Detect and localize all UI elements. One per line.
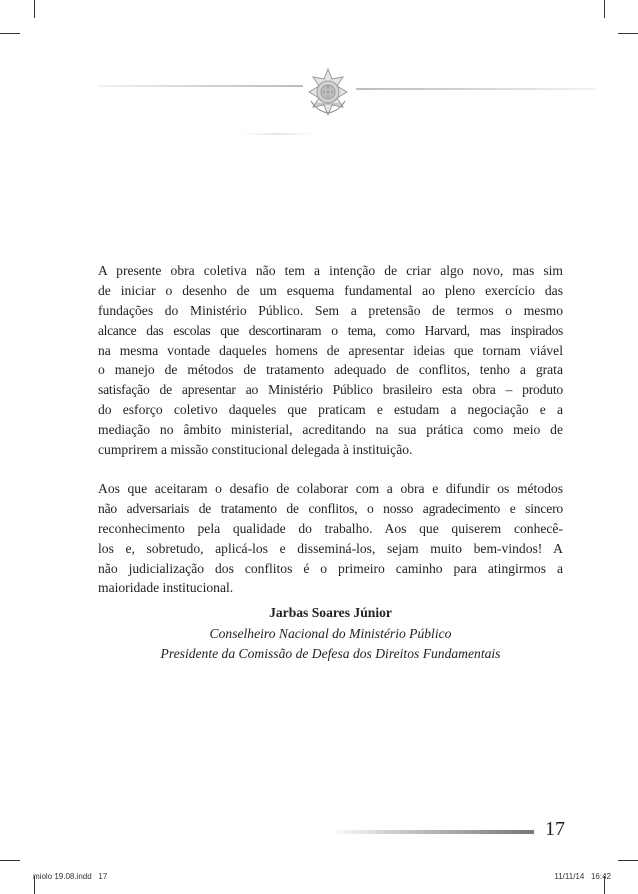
- text-line: não adversariais de tratamento de conflitos, o nosso agradecimento e sincero: [98, 500, 563, 516]
- text-line: reconhecimento pela qualidade do trabalho. Aos que quiserem conhecê-: [98, 520, 563, 536]
- text-line: não judicialização dos conflitos é o primeiro caminho para atingirmos a: [98, 560, 563, 576]
- text-line: mediação no âmbito ministerial, acreditando na sua prática como meio de: [98, 422, 563, 438]
- signature-title-1: Conselheiro Nacional do Ministério Público: [209, 626, 452, 641]
- signature-name: Jarbas Soares Júnior: [269, 605, 392, 620]
- text-line: maioridade institucional.: [98, 580, 234, 596]
- header-faint-rule: [240, 133, 315, 135]
- text-line: satisfação de apresentar ao Ministério Público brasileiro esta obra – produto: [98, 382, 563, 398]
- text-line: los e, sobretudo, aplicá-los e disseminá-los, sejam muito bem-vindos! A: [98, 540, 563, 556]
- text-line: de iniciar o desenho de um esquema fundamental ao pleno exercício das: [98, 282, 563, 298]
- page-number-rule: [330, 830, 534, 834]
- text-line: o manejo de métodos de tratamento adequado de conflitos, tenho a grata: [98, 362, 563, 378]
- slug-timestamp: 11/11/14 16:42: [554, 872, 611, 881]
- text-line: fundações do Ministério Público. Sem a pretensão de termos o mesmo: [98, 302, 563, 318]
- header-rule-right: [356, 88, 596, 90]
- body-paragraph-2: [98, 479, 563, 598]
- signature-title-2: Presidente da Comissão de Defesa dos Direitos Fundamentais: [160, 646, 501, 661]
- crop-mark: [0, 860, 20, 861]
- crop-mark: [604, 0, 605, 18]
- crop-mark: [618, 33, 638, 34]
- text-line: A presente obra coletiva não tem a intenção de criar algo novo, mas sim: [98, 263, 563, 278]
- text-line: na mesma vontade daqueles homens de apresentar ideias que tornam viável: [98, 342, 563, 358]
- text-line: cumprirem a missão constitucional delegada à instituição.: [98, 442, 413, 458]
- page-number: 17: [545, 818, 565, 840]
- text-line: alcance das escolas que descortinaram o tema, como Harvard, mas inspirados: [98, 322, 563, 338]
- crop-mark: [34, 0, 35, 18]
- text-line: Aos que aceitaram o desafio de colaborar com a obra e difundir os métodos: [98, 481, 563, 496]
- crop-mark: [0, 33, 20, 34]
- slug-file-info: miolo 19.08.indd 17: [33, 872, 108, 881]
- text-line: do esforço coletivo daqueles que praticam e estudam a negociação e a: [98, 402, 563, 418]
- crop-mark: [618, 860, 638, 861]
- brazil-coat-of-arms-icon: [303, 67, 353, 117]
- header-rule-left: [98, 85, 303, 87]
- body-paragraph-1: [98, 261, 563, 460]
